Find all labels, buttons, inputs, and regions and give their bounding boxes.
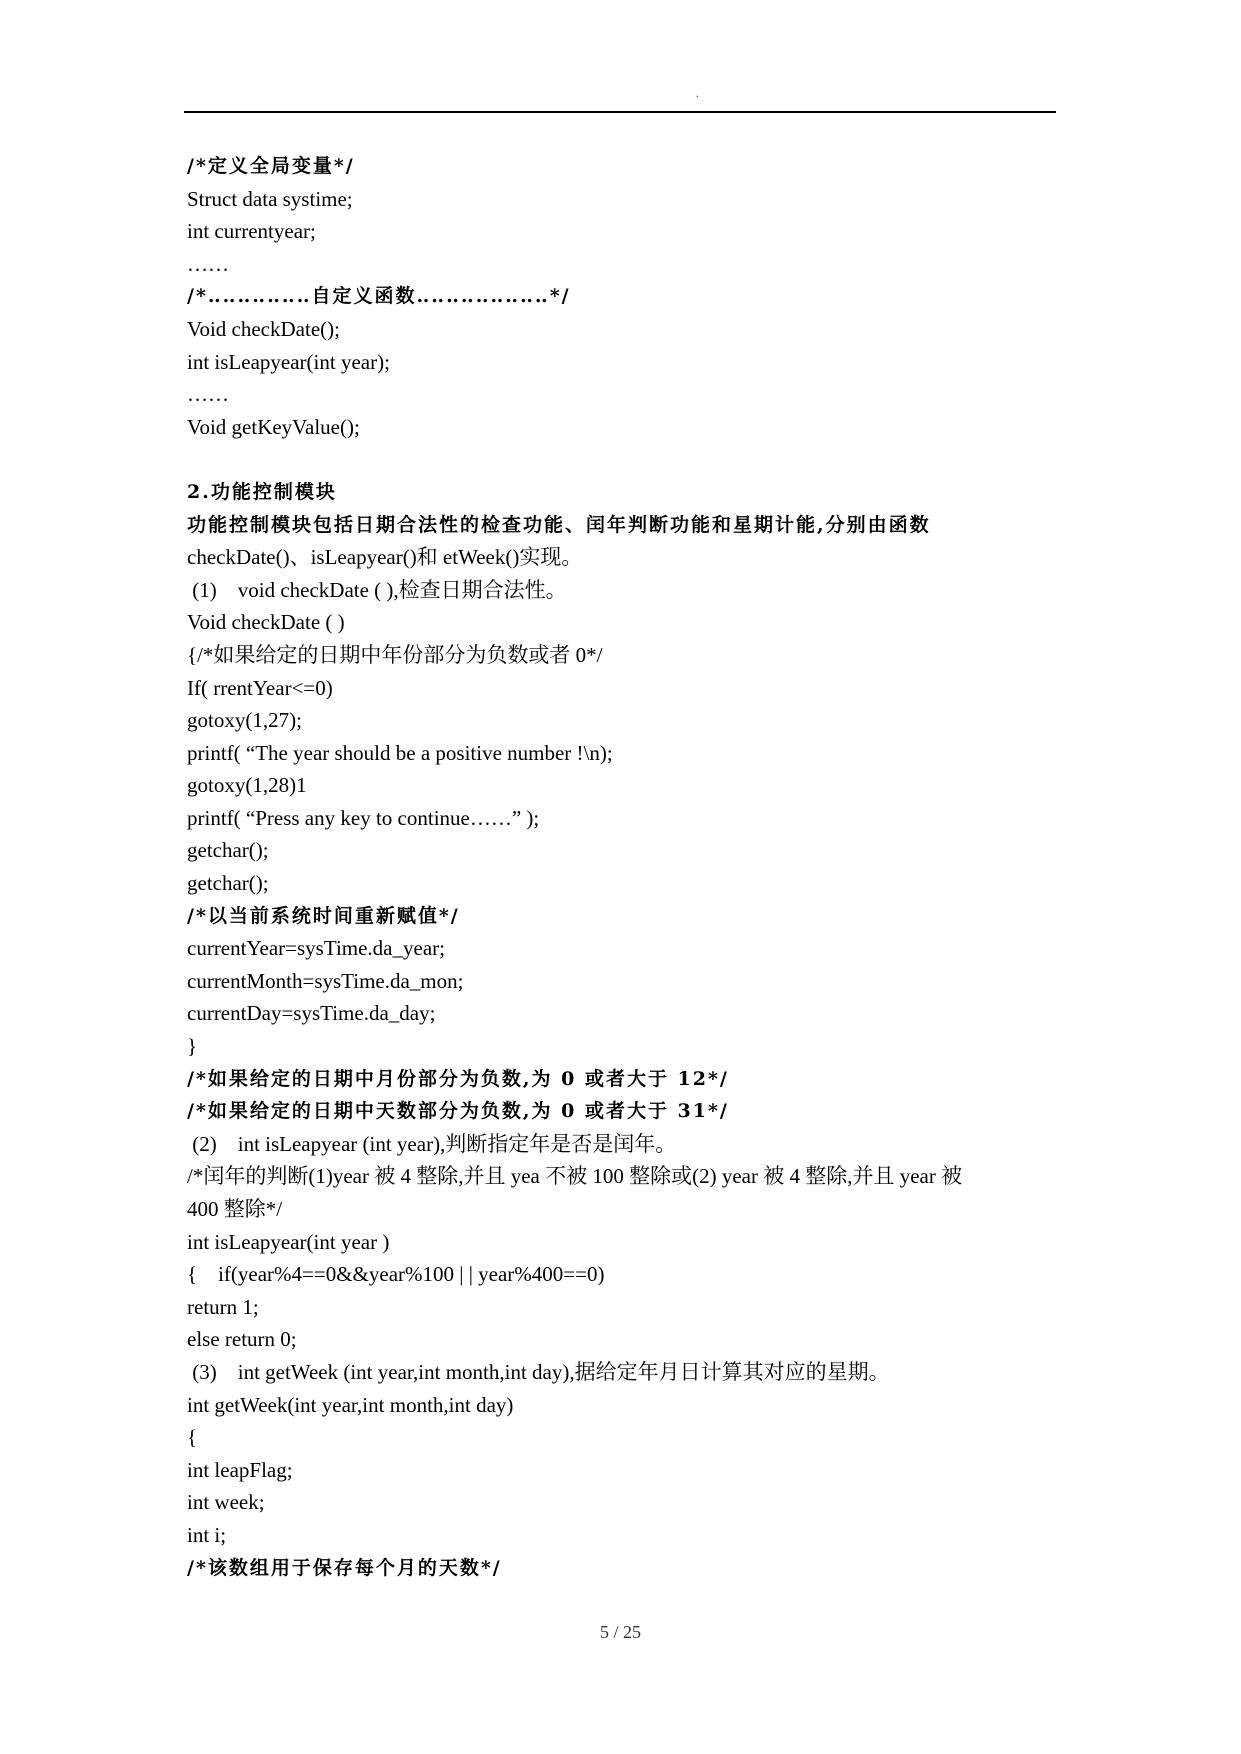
code-line: gotoxy(1,28)1 bbox=[187, 773, 307, 798]
code-line: gotoxy(1,27); bbox=[187, 708, 302, 733]
header-rule bbox=[184, 111, 1056, 113]
paragraph-line: 功能控制模块包括日期合法性的检查功能、闰年判断功能和星期计能,分别由函数 bbox=[187, 513, 931, 536]
subsection-line: (3) int getWeek (int year,int month,int day),据给定年月日计算其对应的星期。 bbox=[187, 1359, 890, 1384]
code-line: getchar(); bbox=[187, 871, 269, 896]
code-line: currentDay=sysTime.da_day; bbox=[187, 1001, 436, 1026]
code-line: else return 0; bbox=[187, 1327, 297, 1352]
code-line: printf( “The year should be a positive number !\n); bbox=[187, 740, 613, 765]
subsection-line: (2) int isLeapyear (int year),判断指定年是否是闰年。 bbox=[187, 1131, 677, 1156]
code-line: } bbox=[187, 1034, 198, 1059]
code-line: int isLeapyear(int year); bbox=[187, 349, 390, 374]
code-line: int isLeapyear(int year ) bbox=[187, 1229, 390, 1254]
code-line: getchar(); bbox=[187, 838, 269, 863]
section-heading: 2.功能控制模块 bbox=[187, 480, 337, 503]
code-line: Void checkDate(); bbox=[187, 316, 340, 341]
code-line: { if(year%4==0&&year%100 | | year%400==0) bbox=[187, 1262, 605, 1287]
blank-line bbox=[187, 443, 1087, 476]
code-line: Struct data systime; bbox=[187, 186, 353, 211]
ellipsis-line: …… bbox=[187, 251, 229, 276]
comment-line: /*以当前系统时间重新赋值*/ bbox=[187, 904, 460, 927]
code-line: int currentyear; bbox=[187, 219, 316, 244]
subsection-line: (1) void checkDate ( ),检查日期合法性。 bbox=[187, 577, 567, 602]
code-line: int leapFlag; bbox=[187, 1457, 293, 1482]
code-line: { bbox=[187, 1425, 198, 1450]
comment-line: /*如果给定的日期中天数部分为负数,为 0 或者大于 31*/ bbox=[187, 1100, 729, 1123]
code-line: return 1; bbox=[187, 1294, 259, 1319]
header-mark: . bbox=[696, 89, 699, 100]
code-line: currentMonth=sysTime.da_mon; bbox=[187, 968, 464, 993]
code-line: printf( “Press any key to continue……” ); bbox=[187, 805, 540, 830]
ellipsis-line: …… bbox=[187, 382, 229, 407]
comment-line: 400 整除*/ bbox=[187, 1197, 283, 1221]
code-line: int i; bbox=[187, 1522, 227, 1547]
paragraph-line: checkDate()、isLeapyear()和 etWeek()实现。 bbox=[187, 545, 583, 570]
code-line: If( rrentYear<=0) bbox=[187, 675, 333, 700]
code-line: int week; bbox=[187, 1490, 265, 1515]
comment-line: /*如果给定的日期中月份部分为负数,为 0 或者大于 12*/ bbox=[187, 1067, 729, 1090]
code-line: Void getKeyValue(); bbox=[187, 414, 360, 439]
code-line: {/*如果给定的日期中年份部分为负数或者 0*/ bbox=[187, 642, 603, 667]
code-listing bbox=[187, 150, 1087, 1584]
code-line: currentYear=sysTime.da_year; bbox=[187, 936, 445, 961]
comment-line: /*闰年的判断(1)year 被 4 整除,并且 yea 不被 100 整除或(2) year 被 4 整除,并且 year 被 bbox=[187, 1164, 963, 1189]
comment-line: /*该数组用于保存每个月的天数*/ bbox=[187, 1556, 502, 1579]
comment-line: /*‥‥‥‥‥‥‥自定义函数‥‥‥‥‥‥‥‥‥*/ bbox=[187, 285, 571, 308]
code-line: int getWeek(int year,int month,int day) bbox=[187, 1392, 514, 1417]
page-number: 5 / 25 bbox=[599, 1622, 641, 1642]
comment-line: /*定义全局变量*/ bbox=[187, 155, 355, 177]
code-line: Void checkDate ( ) bbox=[187, 610, 345, 635]
